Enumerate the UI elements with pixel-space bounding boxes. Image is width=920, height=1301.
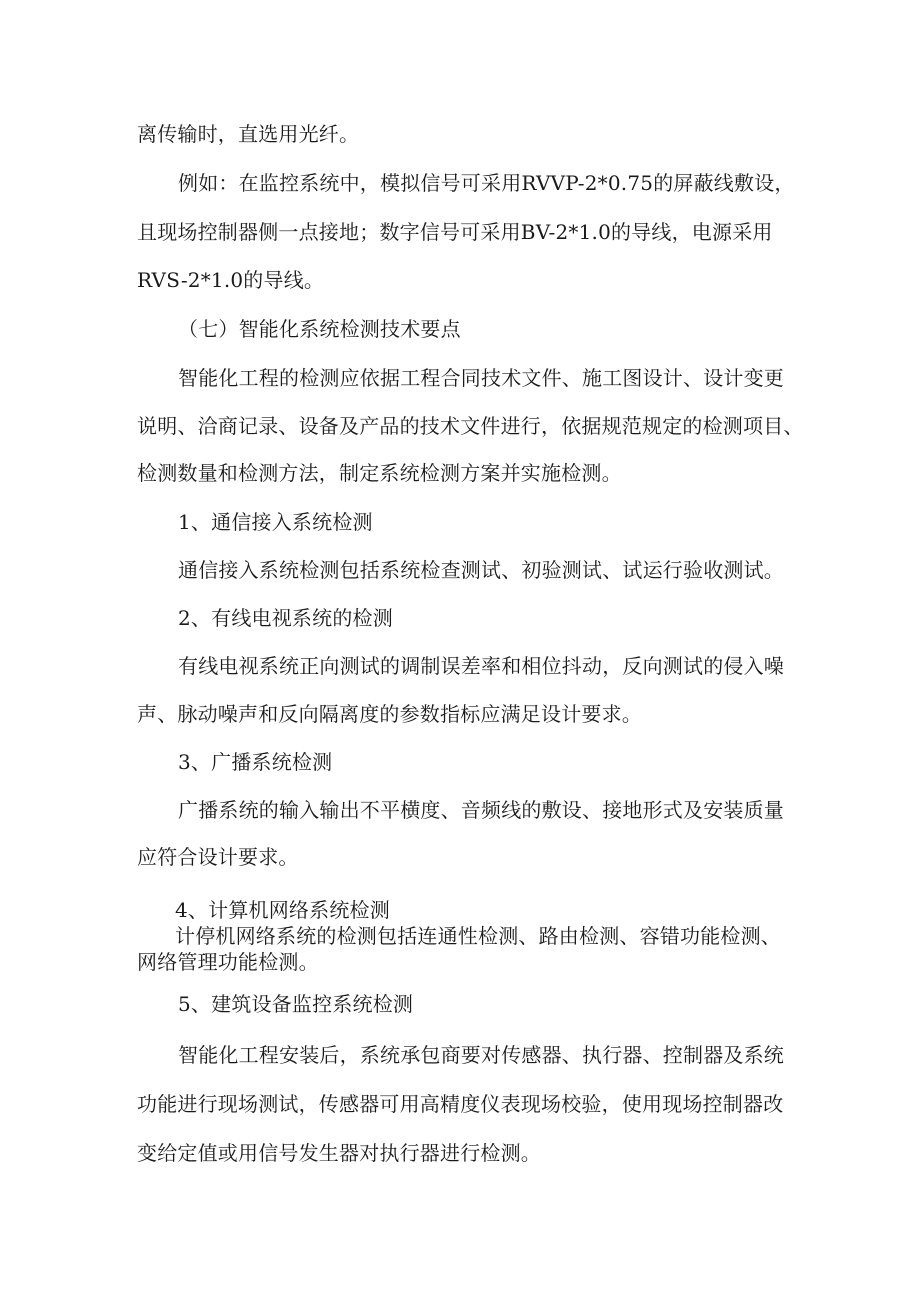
- subsection-heading: 3、广播系统检测: [178, 750, 333, 774]
- text-line: 通信接入系统检测包括系统检查测试、初验测试、试运行验收测试。: [178, 558, 784, 582]
- text-line: 功能进行现场测试，传感器可用高精度仪表现场校验，使用现场控制器改: [137, 1092, 784, 1116]
- subsection-heading: 2、有线电视系统的检测: [178, 606, 393, 630]
- subsection-heading: 5、建筑设备监控系统检测: [178, 992, 414, 1016]
- text-line: 声、脉动噪声和反向隔离度的参数指标应满足设计要求。: [137, 702, 642, 726]
- subsection-heading: 1、通信接入系统检测: [178, 510, 373, 534]
- text-line: 变给定值或用信号发生器对执行器进行检测。: [137, 1141, 541, 1165]
- text-line: 有线电视系统正向测试的调制误差率和相位抖动，反向测试的侵入噪: [178, 654, 784, 678]
- text-line: 离传输时，直选用光纤。: [137, 122, 360, 146]
- text-line: 且现场控制器侧一点接地；数字信号可采用BV-2*1.0的导线，电源采用: [137, 220, 773, 244]
- text-line: 例如：在监控系统中，模拟信号可采用RVVP-2*0.75的屏蔽线敷设，: [178, 171, 795, 195]
- section-heading: （七）智能化系统检测技术要点: [178, 317, 461, 341]
- text-line: 网络管理功能检测。: [137, 950, 319, 974]
- text-line: 应符合设计要求。: [137, 845, 299, 869]
- text-line: RVS-2*1.0的导线。: [137, 268, 325, 292]
- text-line: 检测数量和检测方法，制定系统检测方案并实施检测。: [137, 461, 622, 485]
- text-line: 广播系统的输入输出不平横度、音频线的敷设、接地形式及安装质量: [178, 798, 784, 822]
- subsection-heading: 4、计算机网络系统检测: [175, 898, 390, 922]
- text-line: 智能化工程安装后，系统承包商要对传感器、执行器、控制器及系统: [178, 1043, 784, 1067]
- text-line: 计停机网络系统的检测包括连通性检测、路由检测、容错功能检测、: [175, 924, 781, 948]
- text-line: 说明、洽商记录、设备及产品的技术文件进行，依据规范规定的检测项目、: [137, 414, 804, 438]
- text-line: 智能化工程的检测应依据工程合同技术文件、施工图设计、设计变更: [178, 366, 784, 390]
